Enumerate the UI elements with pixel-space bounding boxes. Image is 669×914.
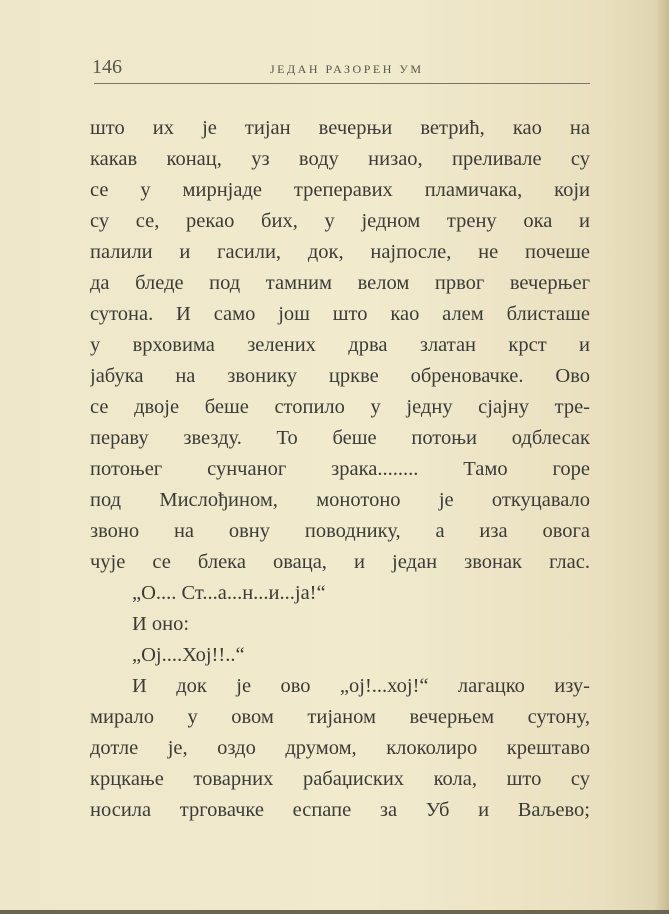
text-line-dialogue: „Oj....Хој!!..“ <box>132 644 245 666</box>
page-header <box>92 56 590 86</box>
header-rule <box>94 83 590 84</box>
text-line: се у мирнјаде треперавих пламичака, који <box>90 179 590 201</box>
text-line: палили и гасили, док, најпосле, не почеше <box>90 241 590 263</box>
page-number: 146 <box>92 56 122 78</box>
text-line-dialogue: И оно: <box>132 613 190 635</box>
text-line: јабука на звонику цркве обреновачке. Ово <box>90 365 590 387</box>
text-line: дотле је, оздо друмом, клоколиро крештаво <box>90 737 590 759</box>
text-line: су се, рекао бих, у једном трену ока и <box>90 210 590 232</box>
text-line: да бледе под тамним велом првог вечерњег <box>90 272 590 294</box>
text-line: што их је тијан вечерњи ветрић, као на <box>90 117 590 139</box>
text-line: носила трговачке еспапе за Уб и Ваљево; <box>90 799 590 821</box>
text-line: у врховима зелених дрва златан крст и <box>90 334 590 356</box>
text-line-dialogue: „О.... Ст...а...н...и...ја!“ <box>132 582 326 604</box>
text-line: чује се блека оваца, и један звонак глас. <box>90 551 590 573</box>
page-edge-shadow <box>655 0 669 914</box>
text-line: пераву звезду. То беше потоњи одблесак <box>90 427 590 449</box>
text-line: мирало у овом тијаном вечерњем сутону, <box>90 706 590 728</box>
text-line: под Мислођином, монотоно је откуцавало <box>90 489 590 511</box>
text-line: какав конац, уз воду низао, преливале су <box>90 148 590 170</box>
body-text <box>90 113 590 826</box>
text-line: сутона. И само још што као алем блисташе <box>90 303 590 325</box>
running-title: ЈЕДАН РАЗОРЕН УМ <box>270 62 424 76</box>
text-line-paragraph-start: И док је ово „oj!...хој!“ лагацко изу- <box>132 675 590 697</box>
text-line: потоњег сунчаног зрака........ Тамо горе <box>90 458 590 480</box>
text-line: се двоје беше стопило у једну сјајну тре- <box>90 396 590 418</box>
bottom-edge <box>0 910 669 914</box>
text-line: звоно на овну поводнику, а иза овога <box>90 520 590 542</box>
text-line: крцкање товарних рабаџиских кола, што су <box>90 768 590 790</box>
